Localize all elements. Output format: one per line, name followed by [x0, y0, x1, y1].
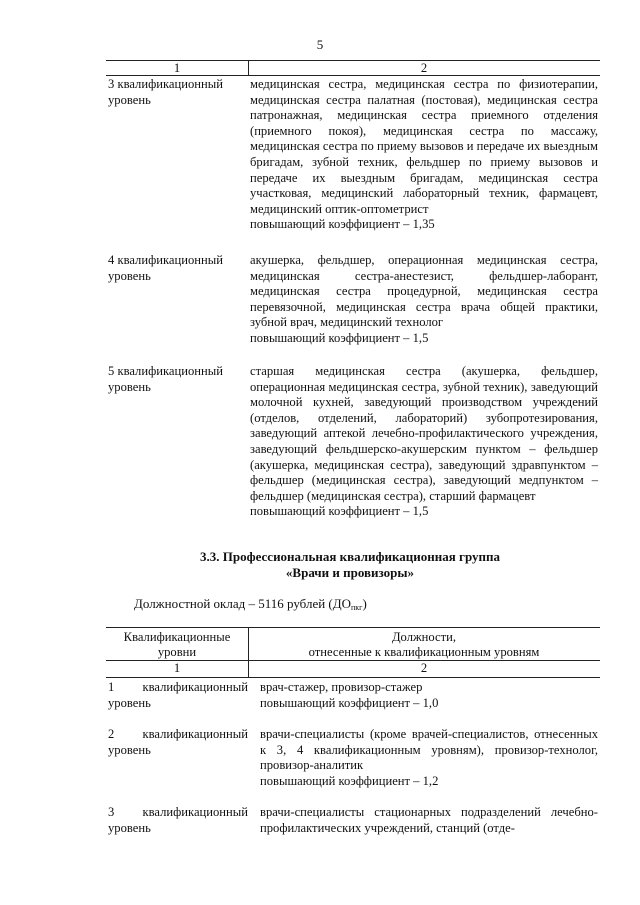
- level-label: 4 квалификационный уровень: [108, 253, 223, 283]
- coefficient-text: повышающий коэффициент – 1,35: [250, 217, 435, 232]
- table2-header-num2: 2: [420, 661, 428, 675]
- positions-text: акушерка, фельдшер, операционная медицинская сестра, медицинская сестра-анестезист, фельдшер-лаборант, медицинская сестра процедурной, медицинская сестра перевязочной, медицинская сестра врача общей практики, зубной врач, медицинский технолог: [250, 253, 598, 330]
- positions-cell: [250, 364, 598, 520]
- positions-text: медицинская сестра, медицинская сестра по физиотерапии, медицинская сестра палатная (постовая), медицинская сестра патронажная, медицинская сестра приемного отделения (приемного покоя), медицинская сестра по массажу, медицинская сестра по приему вызовов и передаче их выездным бригадам, зубной техник, фельдшер по приему вызовов и передаче их выездным бригадам, медицинская сестра участковая, медицинский лабораторный техник, фармацевт, медицинский оптик-оптометрист: [250, 77, 598, 216]
- level-label: 5 квалификационный уровень: [108, 364, 223, 394]
- positions-cell: [250, 253, 598, 347]
- coefficient-text: повышающий коэффициент – 1,0: [260, 695, 439, 710]
- positions-text: врачи-специалисты стационарных подразделений лечебно-профилактических учреждений, станций (отде-: [260, 805, 598, 835]
- level-label: 2 квалификационный уровень: [108, 727, 248, 757]
- positions-cell: [260, 680, 598, 711]
- table2-header-top-line: [106, 627, 600, 628]
- positions-text: врач-стажер, провизор-стажер: [260, 680, 423, 694]
- positions-cell: [250, 77, 598, 233]
- salary-line: Должностной оклад – 5116 рублей $(ДО_{пкг})$: [134, 596, 367, 612]
- positions-text: старшая медицинская сестра (акушерка, фельдшер, операционная медицинская сестра, зубной техник), заведующий молочной кухней, заведующий производством учреждений (отделов, отделений, лабораторий) зубопротезирования, заведующий аптекой лечебно-профилактического учреждения, заведующий фельдшерско-акушерским пунктом – фельдшер (акушерка, медицинская сестра), заведующий здравпунктом – фельдшер (медицинская сестра), заведующий медпунктом – фельдшер (медицинская сестра), старший фармацевт: [250, 364, 598, 503]
- table2-header-col1: Квалификационные уровни: [123, 630, 231, 659]
- level-label: 3 квалификационный уровень: [108, 805, 248, 835]
- table2-header-col2: Должности, отнесенные к квалификационным уровням: [308, 630, 540, 659]
- table1-header-bottom-line: [106, 75, 600, 76]
- positions-cell: [260, 727, 598, 789]
- page-number: 5: [316, 37, 324, 52]
- coefficient-text: повышающий коэффициент – 1,5: [250, 330, 429, 345]
- table1-header-col1: 1: [173, 61, 181, 75]
- level-label: 1 квалификационный уровень: [108, 680, 248, 710]
- table2-header-bottom-line: [106, 677, 600, 678]
- level-label: 3 квалификационный уровень: [108, 77, 223, 107]
- coefficient-text: повышающий коэффициент – 1,5: [250, 504, 429, 519]
- positions-cell: [260, 805, 598, 836]
- coefficient-text: повышающий коэффициент – 1,2: [260, 773, 439, 788]
- section-title: 3.3. Профессиональная квалификационная группа «Врачи и провизоры»: [200, 549, 500, 580]
- table1-header-col2: 2: [420, 61, 428, 75]
- table2-header-num1: 1: [173, 661, 181, 675]
- positions-text: врачи-специалисты (кроме врачей-специалистов, отнесенных к 3, 4 квалификационным уровням), провизор-технолог, провизор-аналитик: [260, 727, 598, 773]
